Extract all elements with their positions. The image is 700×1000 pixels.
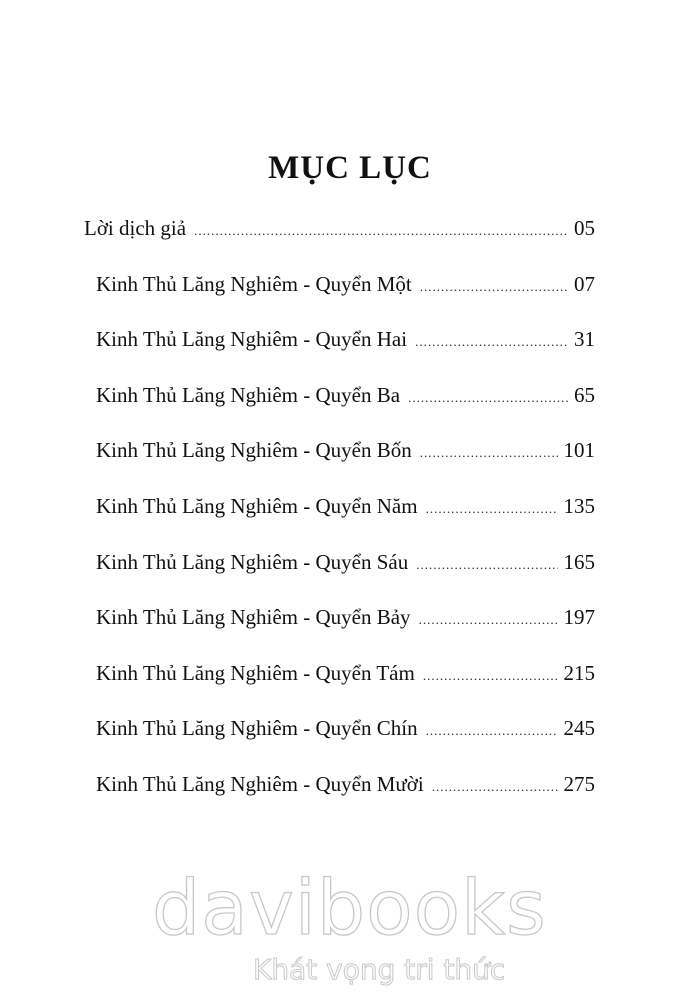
toc-entry-page: 65 (574, 382, 595, 407)
toc-entry-page: 275 (563, 771, 595, 796)
toc-entry (85, 772, 595, 828)
toc-dot-leader (416, 557, 557, 573)
toc-entry (85, 550, 595, 606)
watermark-brand: davibooks (152, 863, 547, 952)
toc-entry (84, 216, 595, 272)
toc-entry (85, 605, 595, 661)
page-title: MỤC LỤC (268, 150, 432, 186)
toc-entry (85, 272, 595, 328)
toc-dot-leader (426, 501, 558, 517)
toc-entry-title: Kinh Thủ Lăng Nghiêm - Quyển Sáu (96, 549, 409, 574)
toc-entry (85, 383, 595, 439)
toc-entry-title: Kinh Thủ Lăng Nghiêm - Quyển Chín (96, 716, 418, 741)
toc-entry-page: 135 (563, 493, 595, 518)
toc-entry-title: Kinh Thủ Lăng Nghiêm - Quyển Ba (96, 382, 401, 407)
watermark (0, 863, 700, 1000)
toc-entry-title: Kinh Thủ Lăng Nghiêm - Quyển Bốn (96, 438, 412, 463)
toc-entry (85, 661, 595, 717)
toc-entry-page: 165 (563, 549, 595, 574)
toc-entry-page: 245 (563, 716, 595, 741)
toc-dot-leader (420, 445, 558, 461)
toc-dot-leader (415, 334, 568, 350)
toc-entry (85, 327, 595, 383)
toc-entry-page: 31 (574, 327, 595, 352)
toc-entry (85, 716, 595, 772)
toc-entry-page: 07 (574, 271, 595, 296)
toc-entry-title: Kinh Thủ Lăng Nghiêm - Quyển Hai (96, 327, 408, 352)
toc-entry-title: Kinh Thủ Lăng Nghiêm - Quyển Bảy (96, 605, 411, 630)
toc-entry-title: Kinh Thủ Lăng Nghiêm - Quyển Mười (96, 771, 424, 796)
toc-entry-title: Kinh Thủ Lăng Nghiêm - Quyển Tám (96, 660, 415, 685)
toc-dot-leader (194, 223, 568, 239)
toc-dot-leader (420, 279, 568, 295)
toc-entry (85, 494, 595, 550)
toc-entry-title: Kinh Thủ Lăng Nghiêm - Quyển Một (96, 271, 412, 296)
toc-dot-leader (426, 723, 558, 739)
toc-entry-title: Kinh Thủ Lăng Nghiêm - Quyển Năm (96, 493, 418, 518)
toc-dot-leader (419, 612, 558, 628)
toc-entry-page: 101 (563, 438, 595, 463)
toc-entry-title: Lời dịch giả (84, 216, 187, 240)
toc-dot-leader (432, 779, 558, 795)
toc-dot-leader (408, 390, 568, 406)
toc-entry-page: 197 (563, 605, 595, 630)
toc-dot-leader (423, 668, 558, 684)
watermark-slogan: Khát vọng tri thức (253, 953, 506, 986)
table-of-contents (85, 216, 595, 828)
toc-entry-page: 05 (574, 216, 595, 240)
toc-entry-page: 215 (563, 660, 595, 685)
toc-entry (85, 438, 595, 494)
